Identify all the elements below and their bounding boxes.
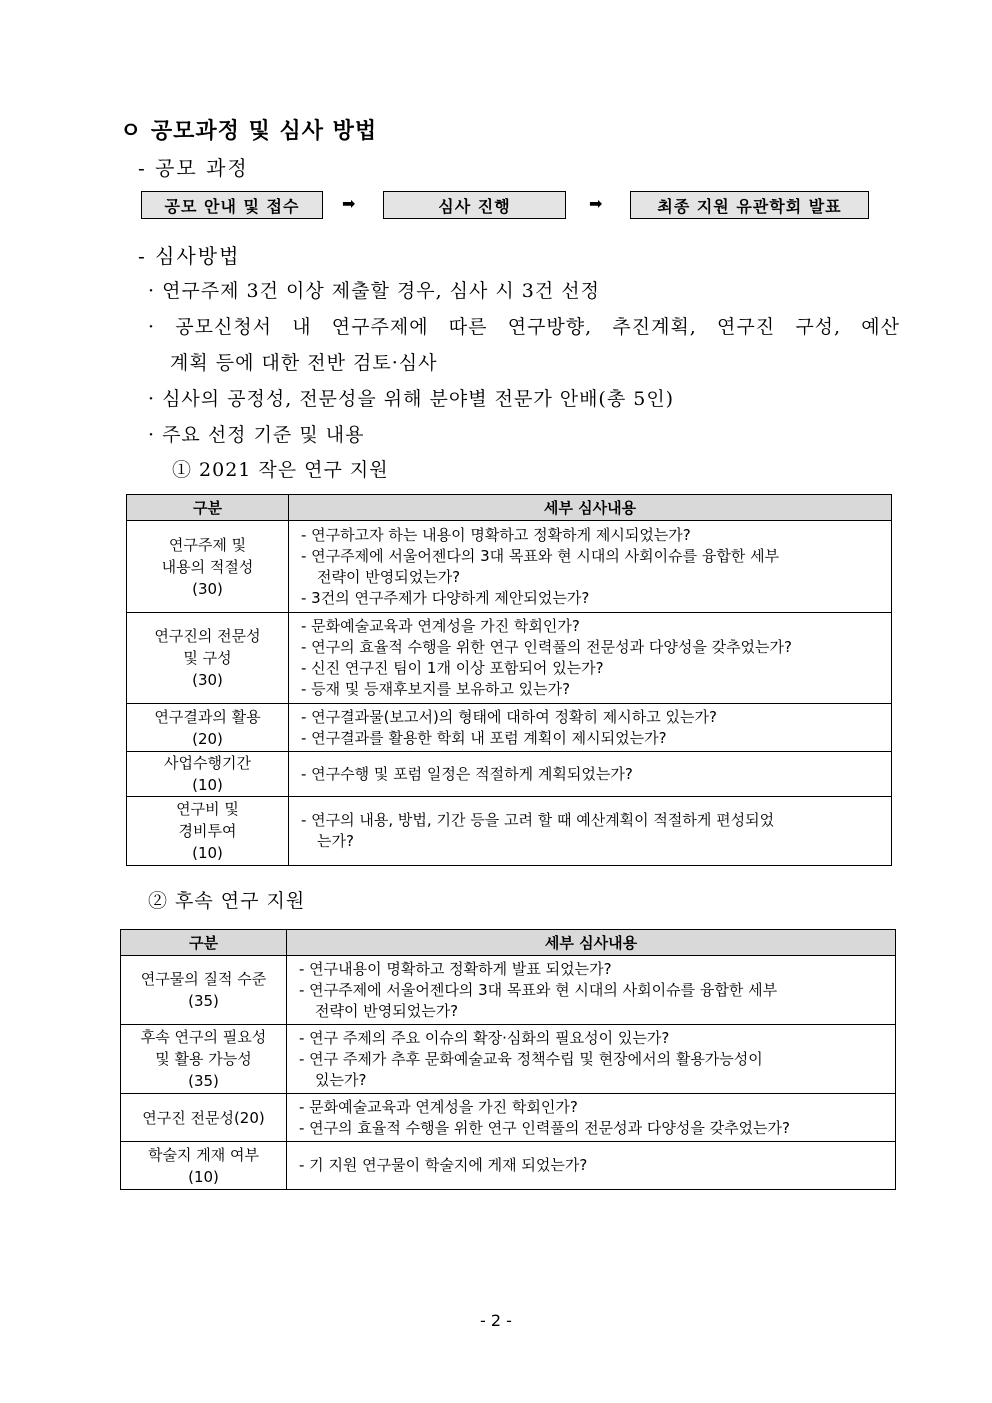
criterion-text: - 연구내용이 명확하고 정확하게 발표 되었는가? xyxy=(299,959,612,978)
criteria-table-2 xyxy=(120,929,896,1190)
criterion-text: 있는가? xyxy=(315,1070,367,1089)
table-row xyxy=(121,1142,896,1190)
table-row xyxy=(127,613,892,704)
details-cell xyxy=(287,956,896,1025)
arrow-right-icon: ➡ xyxy=(589,194,603,213)
method-heading: - 심사방법 xyxy=(138,244,241,268)
column-header-category: 구분 xyxy=(121,930,287,956)
section-title: ㅇ 공모과정 및 심사 방법 xyxy=(120,118,378,144)
category-cell xyxy=(127,797,289,866)
criterion-text: 전략이 반영되었는가? xyxy=(317,567,461,586)
table-row xyxy=(127,521,892,613)
criterion-text: - 연구 주제의 주요 이슈의 확장·심화의 필요성이 있는가? xyxy=(299,1028,670,1047)
table1-title: ① 2021 작은 연구 지원 xyxy=(172,459,389,481)
table-row xyxy=(121,956,896,1025)
category-cell xyxy=(121,1025,287,1094)
process-step-3: 최종 지원 유관학회 발표 xyxy=(630,191,869,219)
category-line: 및 구성 xyxy=(183,649,232,667)
category-cell xyxy=(121,956,287,1025)
table-row xyxy=(127,752,892,797)
criterion-text: - 연구주제에 서울어젠다의 3대 목표와 현 시대의 사회이슈를 융합한 세부 xyxy=(299,980,778,999)
criterion-text: 는가? xyxy=(317,832,354,850)
table2-title: ② 후속 연구 지원 xyxy=(148,890,306,912)
category-line: 연구비 및 xyxy=(176,800,239,818)
category-cell xyxy=(121,1094,287,1142)
category-line: (10) xyxy=(192,844,223,862)
details-cell xyxy=(289,613,892,704)
category-line: 경비투여 xyxy=(178,822,237,840)
column-header-details: 세부 심사내용 xyxy=(289,495,892,521)
category-cell xyxy=(127,752,289,797)
category-line: 연구주제 및 xyxy=(168,535,247,554)
criterion-text: - 신진 연구진 팀이 1개 이상 포함되어 있는가? xyxy=(301,659,604,677)
details-cell xyxy=(289,752,892,797)
category-line: (35) xyxy=(188,1072,219,1090)
arrow-right-icon: ➡ xyxy=(342,194,356,213)
category-line: (10) xyxy=(192,776,223,794)
details-cell xyxy=(289,704,892,752)
method-bullet: · 심사의 공정성, 전문성을 위해 분야별 전문가 안배(총 5인) xyxy=(148,388,675,410)
method-bullet: · 주요 선정 기준 및 내용 xyxy=(148,424,365,446)
category-line: (30) xyxy=(192,671,223,689)
table-row xyxy=(121,1094,896,1142)
category-cell xyxy=(127,704,289,752)
criteria-table-1 xyxy=(126,494,892,866)
criterion-text: - 연구 주제가 추후 문화예술교육 정책수립 및 현장에서의 활용가능성이 xyxy=(299,1049,763,1068)
column-header-details: 세부 심사내용 xyxy=(287,930,896,956)
category-line: 학술지 게재 여부 xyxy=(148,1145,259,1164)
category-line: (30) xyxy=(192,579,223,598)
criterion-text: - 연구주제에 서울어젠다의 3대 목표와 현 시대의 사회이슈를 융합한 세부 xyxy=(301,546,780,565)
criterion-text: - 연구의 효율적 수행을 위한 연구 인력풀의 전문성과 다양성을 갖추었는가? xyxy=(301,638,792,656)
method-bullet: · 공모신청서 내 연구주제에 따른 연구방향, 추진계획, 연구진 구성, 예산 xyxy=(148,316,900,338)
category-line: (10) xyxy=(188,1167,219,1186)
category-line: (20) xyxy=(192,729,223,748)
criterion-text: - 기 지원 연구물이 학술지에 게재 되었는가? xyxy=(299,1156,588,1174)
criterion-text: - 연구하고자 하는 내용이 명확하고 정확하게 제시되었는가? xyxy=(301,525,691,544)
category-cell xyxy=(127,521,289,613)
criterion-text: - 연구수행 및 포럼 일정은 적절하게 계획되었는가? xyxy=(301,764,633,783)
category-line: 후속 연구의 필요성 xyxy=(140,1028,267,1046)
table-row xyxy=(121,1025,896,1094)
page-number: - 2 - xyxy=(480,1311,512,1330)
category-line: 내용의 적절성 xyxy=(161,557,254,576)
criterion-text: - 연구의 효율적 수행을 위한 연구 인력풀의 전문성과 다양성을 갖추었는가? xyxy=(299,1118,790,1137)
details-cell xyxy=(289,797,892,866)
details-cell xyxy=(287,1094,896,1142)
details-cell xyxy=(287,1142,896,1190)
method-bullet: · 연구주제 3건 이상 제출할 경우, 심사 시 3건 선정 xyxy=(148,280,600,302)
process-heading: - 공모 과정 xyxy=(138,156,249,180)
category-line: 연구진 전문성(20) xyxy=(142,1108,265,1127)
table-row xyxy=(127,797,892,866)
category-cell xyxy=(127,613,289,704)
column-header-category: 구분 xyxy=(127,495,289,521)
category-line: 및 활용 가능성 xyxy=(155,1050,252,1068)
details-cell xyxy=(289,521,892,613)
category-line: 연구물의 질적 수준 xyxy=(140,970,267,988)
category-line: (35) xyxy=(188,992,219,1010)
category-line: 사업수행기간 xyxy=(164,754,251,772)
criterion-text: - 등재 및 등재후보지를 보유하고 있는가? xyxy=(301,680,571,698)
category-line: 연구결과의 활용 xyxy=(154,707,261,726)
criterion-text: - 연구결과물(보고서)의 형태에 대하여 정확히 제시하고 있는가? xyxy=(301,707,717,726)
criterion-text: - 연구의 내용, 방법, 기간 등을 고려 할 때 예산계획이 적절하게 편성되었 xyxy=(301,811,775,829)
process-step-1: 공모 안내 및 접수 xyxy=(141,191,323,219)
criterion-text: 전략이 반영되었는가? xyxy=(315,1001,459,1020)
details-cell xyxy=(287,1025,896,1094)
category-line: 연구진의 전문성 xyxy=(154,627,261,645)
process-step-2: 심사 진행 xyxy=(383,191,566,219)
criterion-text: - 연구결과를 활용한 학회 내 포럼 계획이 제시되었는가? xyxy=(301,728,667,747)
method-bullet-continuation: 계획 등에 대한 전반 검토·심사 xyxy=(170,352,438,374)
criterion-text: - 문화예술교육과 연계성을 가진 학회인가? xyxy=(299,1097,578,1116)
criterion-text: - 3건의 연구주제가 다양하게 제안되었는가? xyxy=(301,588,590,607)
table-row xyxy=(127,704,892,752)
criterion-text: - 문화예술교육과 연계성을 가진 학회인가? xyxy=(301,617,580,635)
category-cell xyxy=(121,1142,287,1190)
